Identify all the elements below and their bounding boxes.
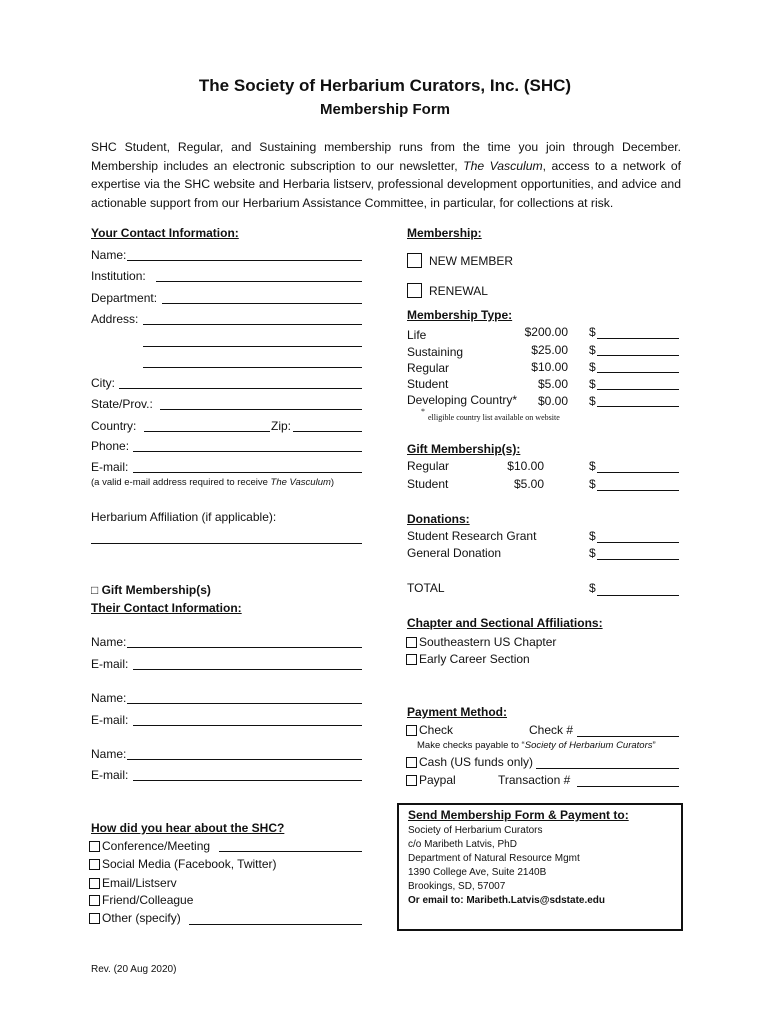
- gift-email-field-3[interactable]: [133, 780, 362, 781]
- type-student-label: Student: [407, 377, 449, 391]
- gift-email-label-2: E-mail:: [91, 713, 129, 727]
- checkbox-icon: [406, 654, 417, 665]
- new-member-label: NEW MEMBER: [429, 254, 513, 268]
- type-sustaining-label: Sustaining: [407, 345, 464, 359]
- donation-student-grant-label: Student Research Grant: [407, 529, 537, 543]
- affiliation-label: Herbarium Affiliation (if applicable):: [91, 510, 277, 524]
- name-label: Name:: [91, 248, 127, 262]
- gift-regular-label: Regular: [407, 459, 450, 473]
- send-line-4: 1390 College Ave, Suite 2140B: [408, 867, 547, 878]
- dollar-sign: $: [589, 377, 596, 391]
- payment-paypal[interactable]: Paypal: [406, 773, 456, 787]
- donations-heading: Donations:: [407, 512, 470, 526]
- department-label: Department:: [91, 291, 158, 305]
- send-email-line: Or email to: Maribeth.Latvis@sdstate.edu: [408, 895, 606, 906]
- department-field[interactable]: [162, 303, 362, 304]
- donation-general-amount[interactable]: [597, 559, 679, 560]
- contact-heading: Your Contact Information:: [91, 226, 239, 240]
- city-label: City:: [91, 376, 115, 390]
- gift-name-field-2[interactable]: [127, 703, 362, 704]
- dollar-sign: $: [589, 581, 596, 595]
- form-subtitle: Membership Form: [319, 101, 451, 118]
- type-regular-price: $10.00: [531, 360, 568, 374]
- hear-conference[interactable]: Conference/Meeting: [89, 839, 210, 853]
- affiliation-field[interactable]: [91, 543, 362, 544]
- address-label: Address:: [91, 312, 139, 326]
- footnote-mark: *: [421, 407, 425, 416]
- checkbox-icon: [89, 895, 100, 906]
- gift-email-field-2[interactable]: [133, 725, 362, 726]
- chapter-early-career[interactable]: Early Career Section: [406, 652, 530, 666]
- zip-field[interactable]: [293, 431, 362, 432]
- type-regular-amount[interactable]: [597, 372, 679, 373]
- gift-heading: Gift Membership(s):: [407, 442, 521, 456]
- new-member-checkbox[interactable]: [407, 253, 422, 268]
- checkbox-icon: [406, 637, 417, 648]
- gift-email-label-3: E-mail:: [91, 768, 129, 782]
- type-sustaining-price: $25.00: [531, 343, 568, 357]
- type-developing-price: $0.00: [537, 394, 568, 408]
- footnote: elligible country list available on website: [428, 413, 560, 422]
- dollar-sign: $: [589, 529, 596, 543]
- gift-student-amount[interactable]: [597, 490, 679, 491]
- send-line-1: Society of Herbarium Curators: [408, 825, 543, 836]
- chapters-heading: Chapter and Sectional Affiliations:: [407, 616, 603, 630]
- address-field-2[interactable]: [143, 346, 362, 347]
- send-line-3: Department of Natural Resource Mgmt: [408, 853, 580, 864]
- hear-other[interactable]: Other (specify): [89, 911, 181, 925]
- renewal-checkbox[interactable]: [407, 283, 422, 298]
- gift-name-field-1[interactable]: [127, 647, 362, 648]
- gift-regular-amount[interactable]: [597, 472, 679, 473]
- send-to-box: [397, 803, 683, 931]
- intro-paragraph: SHC Student, Regular, and Sustaining membership runs from the time you join through December. Membership includes an electronic subscription to our newsletter, The Vasculum, access to a network of expertise via the SHC website and Herbaria listserv, professional development opportunities, and advice and actionable support from our Herbarium Assistance Committee, in particular, for collections at risk.: [91, 140, 681, 210]
- dollar-sign: $: [589, 325, 596, 339]
- checkbox-icon: [406, 725, 417, 736]
- gift-contact-heading: Their Contact Information:: [91, 601, 242, 615]
- country-field[interactable]: [144, 431, 270, 432]
- donation-student-grant-amount[interactable]: [597, 542, 679, 543]
- gift-regular-price: $10.00: [507, 459, 544, 473]
- check-number-field[interactable]: [577, 736, 679, 737]
- dollar-sign: $: [589, 394, 596, 408]
- state-field[interactable]: [160, 409, 362, 410]
- form-title: The Society of Herbarium Curators, Inc. (SHC): [198, 76, 572, 95]
- cash-amount-field[interactable]: [536, 768, 679, 769]
- email-field[interactable]: [133, 472, 362, 473]
- city-field[interactable]: [119, 388, 362, 389]
- hear-email-listserv[interactable]: Email/Listserv: [89, 876, 177, 890]
- hear-social-media[interactable]: Social Media (Facebook, Twitter): [89, 857, 277, 871]
- gift-email-field-1[interactable]: [133, 669, 362, 670]
- gift-student-label: Student: [407, 477, 449, 491]
- phone-label: Phone:: [91, 439, 130, 453]
- hear-heading: How did you hear about the SHC?: [91, 821, 285, 835]
- membership-heading: Membership:: [407, 226, 482, 240]
- checkbox-icon: [89, 913, 100, 924]
- gift-student-price: $5.00: [513, 477, 544, 491]
- payment-check[interactable]: Check: [406, 723, 453, 737]
- payable-note: Make checks payable to “Society of Herbarium Curators”: [417, 740, 656, 751]
- payment-heading: Payment Method:: [407, 705, 508, 719]
- hear-friend[interactable]: Friend/Colleague: [89, 893, 193, 907]
- gift-name-label-3: Name:: [91, 747, 127, 761]
- transaction-field[interactable]: [577, 786, 679, 787]
- type-developing-amount[interactable]: [597, 406, 679, 407]
- institution-field[interactable]: [156, 281, 362, 282]
- renewal-label: RENEWAL: [429, 284, 488, 298]
- zip-label: Zip:: [271, 419, 292, 433]
- donation-general-label: General Donation: [407, 546, 502, 560]
- type-developing-label: Developing Country*: [407, 393, 518, 407]
- hear-other-field[interactable]: [189, 924, 362, 925]
- checkbox-icon: [89, 878, 100, 889]
- type-sustaining-amount[interactable]: [597, 355, 679, 356]
- address-field-1[interactable]: [143, 324, 362, 325]
- type-student-price: $5.00: [537, 377, 568, 391]
- type-regular-label: Regular: [407, 361, 450, 375]
- type-life-price: $200.00: [524, 325, 568, 339]
- membership-type-heading: Membership Type:: [407, 308, 513, 322]
- chapter-southeastern[interactable]: Southeastern US Chapter: [406, 635, 556, 649]
- type-life-label: Life: [407, 328, 427, 342]
- dollar-sign: $: [589, 343, 596, 357]
- total-label: TOTAL: [407, 581, 445, 595]
- payment-cash[interactable]: Cash (US funds only): [406, 755, 533, 769]
- checkbox-icon: [406, 757, 417, 768]
- type-life-amount[interactable]: [597, 338, 679, 339]
- gift-name-label-1: Name:: [91, 635, 127, 649]
- phone-field[interactable]: [133, 451, 362, 452]
- name-field[interactable]: [127, 260, 362, 261]
- revision: Rev. (20 Aug 2020): [91, 964, 177, 975]
- send-line-5: Brookings, SD, 57007: [408, 881, 506, 892]
- total-amount[interactable]: [597, 595, 679, 596]
- state-label: State/Prov.:: [91, 397, 153, 411]
- checkbox-icon: [89, 859, 100, 870]
- hear-conference-line: [219, 851, 362, 852]
- checkbox-icon: [89, 841, 100, 852]
- gift-name-field-3[interactable]: [127, 759, 362, 760]
- dollar-sign: $: [589, 459, 596, 473]
- type-student-amount[interactable]: [597, 389, 679, 390]
- send-heading: Send Membership Form & Payment to:: [408, 808, 629, 822]
- gift-name-label-2: Name:: [91, 691, 127, 705]
- institution-label: Institution:: [91, 269, 146, 283]
- email-label: E-mail:: [91, 460, 129, 474]
- send-line-2: c/o Maribeth Latvis, PhD: [408, 839, 517, 850]
- dollar-sign: $: [589, 360, 596, 374]
- address-field-3[interactable]: [143, 367, 362, 368]
- transaction-label: Transaction #: [498, 773, 571, 787]
- check-number-label: Check #: [529, 723, 574, 737]
- gift-membership-checkbox[interactable]: □ Gift Membership(s): [91, 583, 211, 597]
- checkbox-icon: [406, 775, 417, 786]
- country-label: Country:: [91, 419, 137, 433]
- dollar-sign: $: [589, 546, 596, 560]
- email-note: (a valid e-mail address required to receive The Vasculum): [91, 477, 335, 488]
- gift-email-label-1: E-mail:: [91, 657, 129, 671]
- dollar-sign: $: [589, 477, 596, 491]
